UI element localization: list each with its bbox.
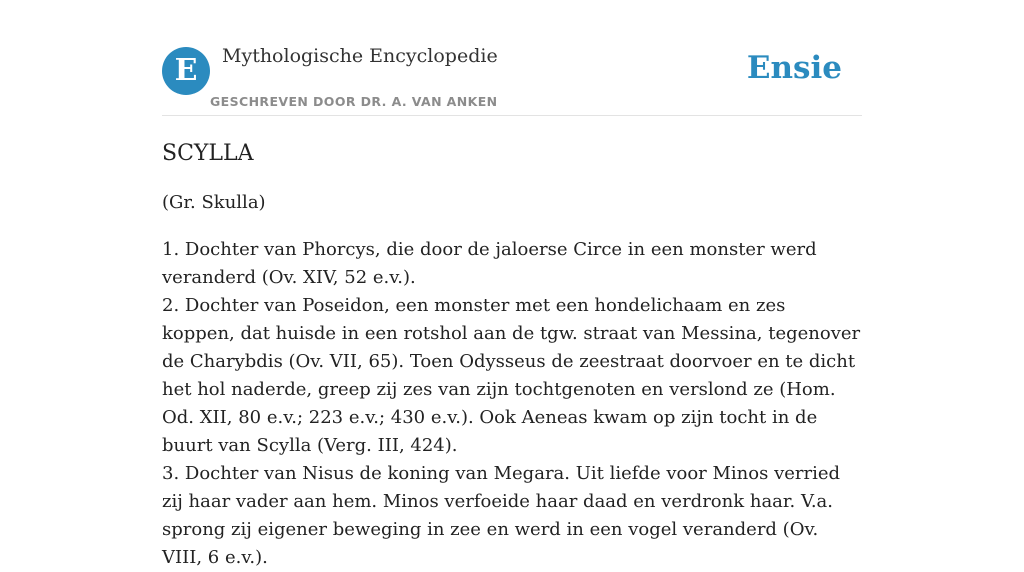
author-line: GESCHREVEN DOOR DR. A. VAN ANKEN [210, 94, 498, 109]
encyclopedia-logo-icon[interactable]: E [162, 47, 210, 95]
entry-paragraph-3: 3. Dochter van Nisus de koning van Megara. Uit liefde voor Minos verried zij haar vader aan hem. Minos verfoeide haar daad en verdronk haar. V.a. sprong zij eigener beweging in zee en werd in een vogel veranderd (Ov. VIII, 6 e.v.). [162, 463, 841, 568]
entry-content [162, 138, 862, 572]
header [162, 0, 862, 116]
entry-paragraph-1: 1. Dochter van Phorcys, die door de jaloerse Circe in een monster werd veranderd (Ov. XIV, 52 e.v.). [162, 239, 817, 288]
book-title-link[interactable]: Mythologische Encyclopedie [222, 45, 498, 67]
entry-subtitle: (Gr. Skulla) [162, 192, 266, 213]
entry-paragraph-2: 2. Dochter van Poseidon, een monster met een hondelichaam en zes koppen, dat huisde in een rotshol aan de tgw. straat van Messina, tegenover de Charybdis (Ov. VII, 65). Toen Odysseus de zeestraat doorvoer en te dicht het hol naderde, greep zij zes van zijn tochtgenoten en verslond ze (Hom. Od. XII, 80 e.v.; 223 e.v.; 430 e.v.). Ook Aeneas kwam op zijn tocht in de buurt van Scylla (Verg. III, 424). [162, 295, 861, 456]
ensie-brand-logo[interactable]: Ensie [746, 50, 842, 86]
entry-title: SCYLLA [162, 141, 254, 166]
entry-body [162, 236, 862, 572]
